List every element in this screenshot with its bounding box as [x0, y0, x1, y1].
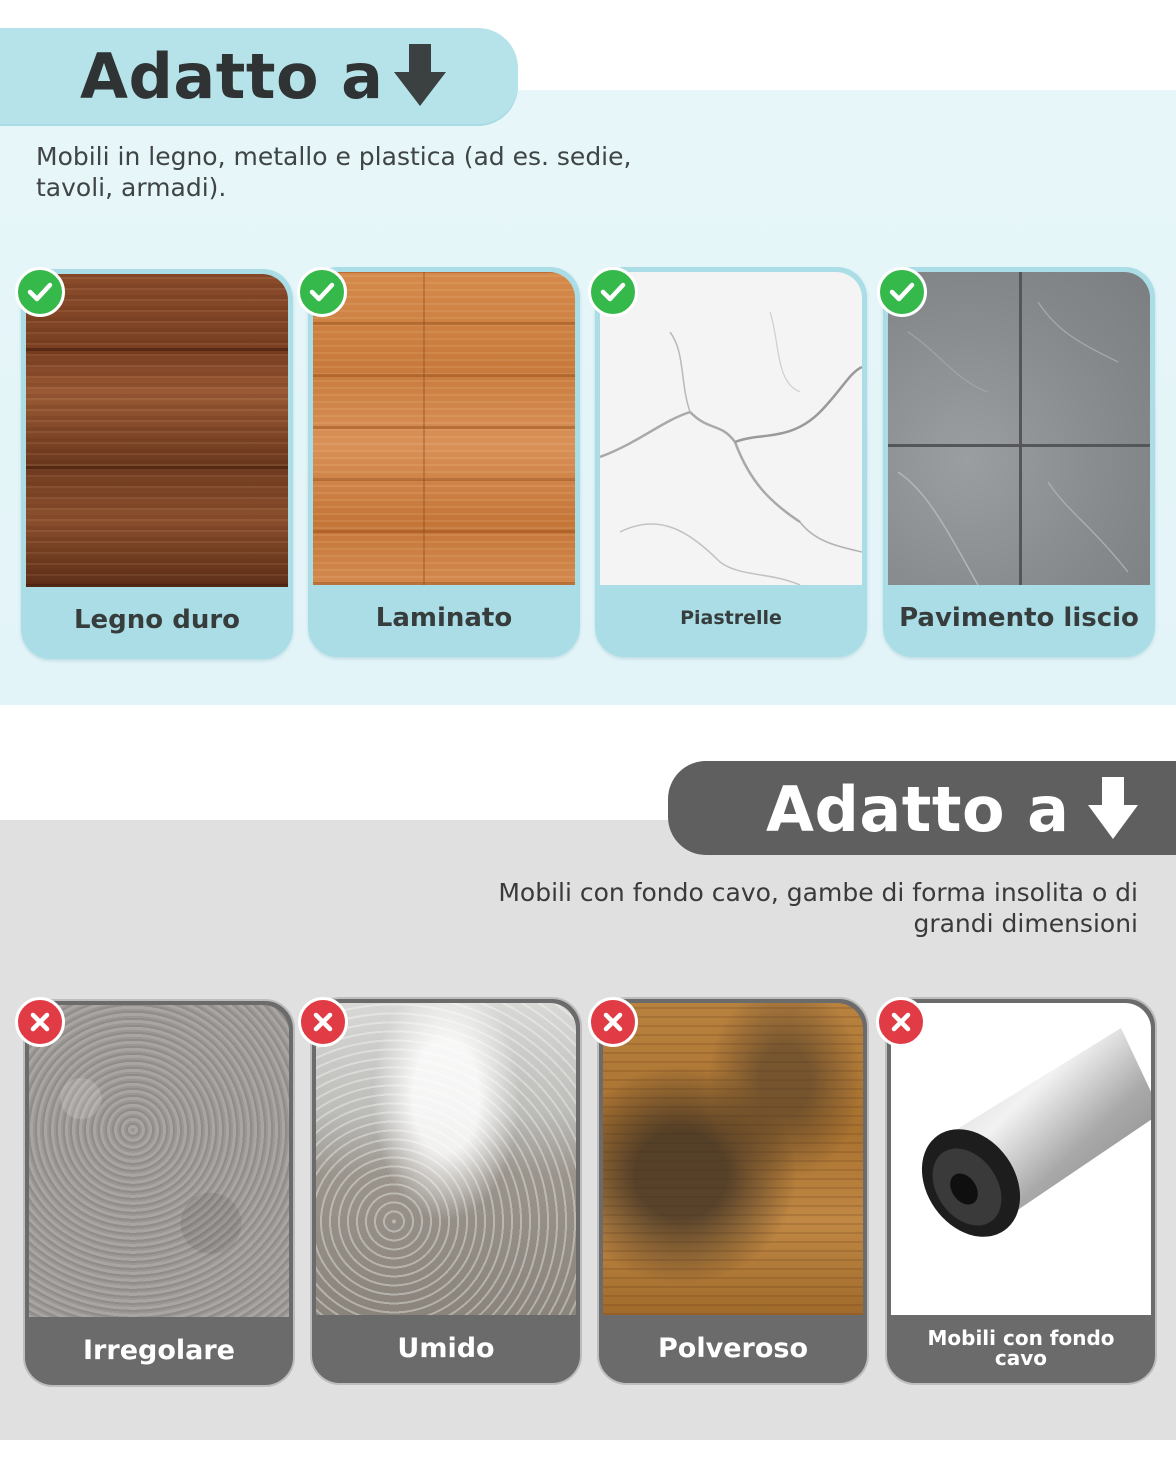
cross-icon	[876, 997, 926, 1047]
surface-card-label: Legno duro	[73, 605, 241, 635]
check-icon	[15, 267, 65, 317]
furniture-leg-illustration	[891, 1003, 1151, 1315]
suitable-header-title: Adatto a	[80, 40, 384, 113]
hardwood-image	[26, 274, 288, 587]
uneven-image	[29, 1005, 289, 1317]
surface-card-label: Piastrelle	[680, 607, 782, 629]
check-icon	[297, 267, 347, 317]
unsuitable-header-banner	[668, 761, 1176, 855]
surface-card-label: Polveroso	[658, 1332, 808, 1364]
slate-veins	[888, 272, 1150, 585]
cross-icon	[298, 997, 348, 1047]
smooth-floor-image	[888, 272, 1150, 585]
surface-card-hollow-furniture	[885, 997, 1157, 1385]
marble-veins	[600, 272, 862, 585]
surface-card-label: Umido	[397, 1332, 495, 1364]
surface-card-wet	[310, 997, 582, 1385]
check-icon	[588, 267, 638, 317]
surface-card-dusty	[597, 997, 869, 1385]
dusty-image	[603, 1003, 863, 1315]
surface-card-tiles	[595, 267, 867, 657]
laminate-image	[313, 272, 575, 585]
surface-card-uneven	[23, 999, 295, 1387]
surface-card-hardwood	[21, 269, 293, 659]
wet-image	[316, 1003, 576, 1315]
surface-card-smooth-floor	[883, 267, 1155, 657]
surface-card-label: Irregolare	[83, 1334, 235, 1366]
check-icon	[877, 267, 927, 317]
surface-card-label: Mobili con fondo cavo	[927, 1326, 1115, 1370]
cross-icon	[588, 997, 638, 1047]
surface-card-laminate	[308, 267, 580, 657]
arrow-down-icon	[1086, 775, 1140, 841]
arrow-down-icon	[392, 42, 448, 108]
suitable-description: Mobili in legno, metallo e plastica (ad es. sedie, tavoli, armadi).	[36, 142, 632, 202]
unsuitable-description: Mobili con fondo cavo, gambe di forma insolita o di grandi dimensioni	[498, 878, 1138, 938]
hollow-leg-image	[891, 1003, 1151, 1315]
surface-card-label: Pavimento liscio	[899, 603, 1139, 633]
tiles-image	[600, 272, 862, 585]
cross-icon	[15, 997, 65, 1047]
suitable-header-banner	[0, 28, 518, 124]
surface-card-label: Laminato	[375, 603, 513, 633]
unsuitable-header-title: Adatto a	[766, 773, 1070, 846]
